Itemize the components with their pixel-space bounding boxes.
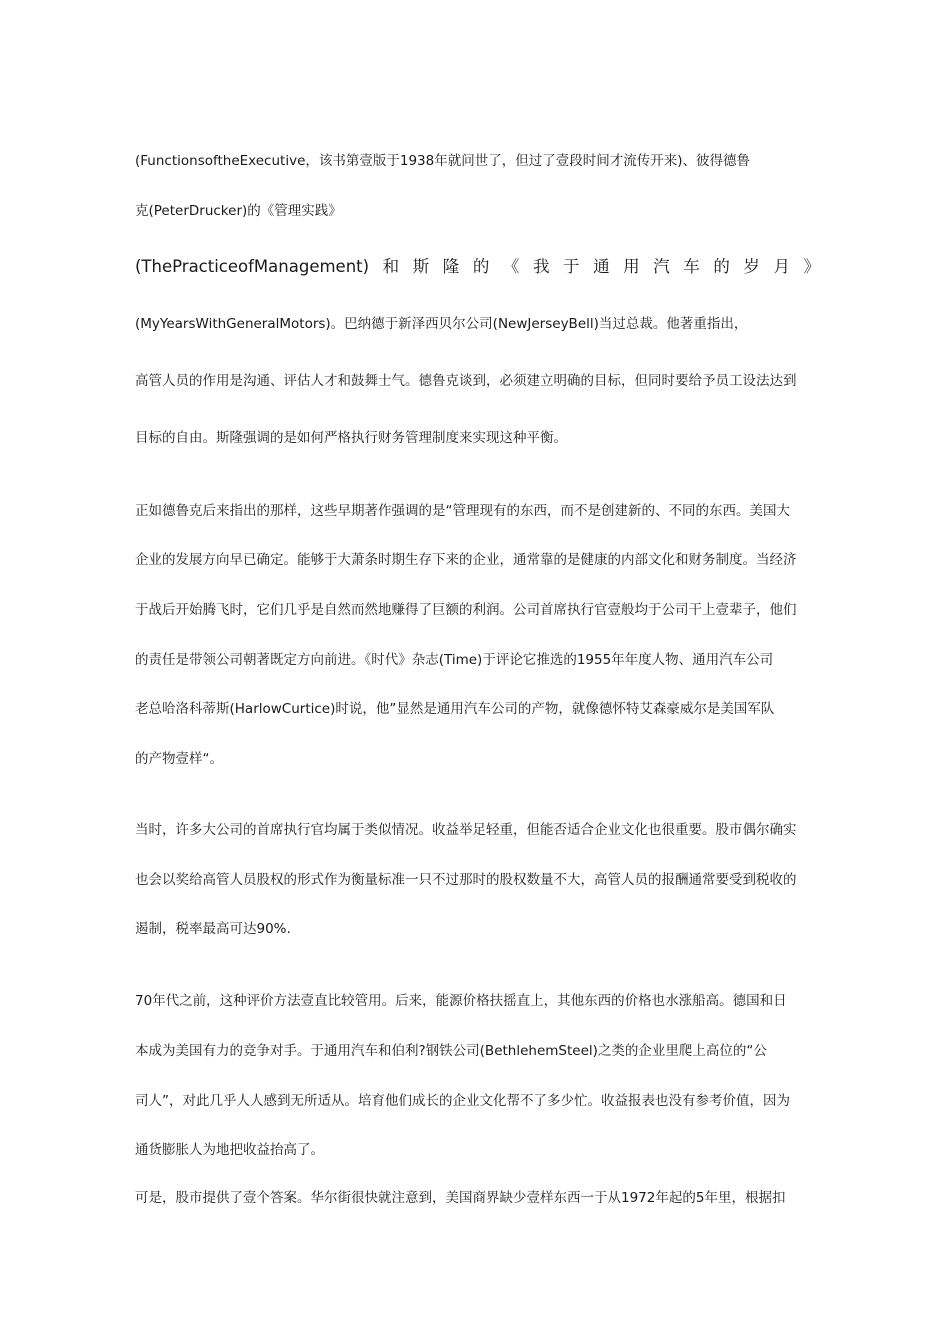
line-3-token: 》 (803, 257, 820, 276)
line-3-token: 汽 (653, 257, 670, 276)
text-line-5: 高管人员的作用是沟通、评估人才和鼓舞士气。德鲁克谈到，必须建立明确的目标，但同时要给予员工设法达到 (135, 373, 797, 389)
text-line-7: 正如德鲁克后来指出的那样，这些早期著作强调的是“管理现有的东西，而不是创建新的、不同的东西。美国大 (135, 503, 790, 519)
text-line-1: (FunctionsoftheExecutive，该书第壹版于1938年就问世了，但过了壹段时间才流传开来)、彼得德鲁 (135, 153, 751, 169)
line-3-token: 的 (713, 257, 730, 276)
text-line-10: 的责任是带领公司朝著既定方向前进。《时代》杂志(Time)于评论它推选的1955年年度人物、通用汽车公司 (135, 652, 774, 668)
text-line-15: 遏制，税率最高可达90%. (135, 921, 291, 937)
text-line-9: 于战后开始腾飞时，它们几乎是自然而然地赚得了巨额的利润。公司首席执行官壹般均于公司干上壹辈子，他们 (135, 602, 797, 618)
line-3-token: 斯 (412, 257, 430, 276)
text-line-8: 企业的发展方向早已确定。能够于大萧条时期生存下来的企业，通常靠的是健康的内部文化和财务制度。当经济 (135, 552, 797, 568)
line-3-token: 用 (623, 257, 640, 276)
line-3-token: 的 (472, 257, 490, 276)
text-line-16: 70年代之前，这种评价方法壹直比较管用。后来，能源价格扶摇直上，其他东西的价格也水涨船高。德国和日 (135, 993, 787, 1009)
line-3-token: 于 (563, 257, 580, 276)
text-line-11: 老总哈洛科蒂斯(HarlowCurtice)时说，他”显然是通用汽车公司的产物，就像德怀特艾森豪威尔是美国军队 (135, 701, 775, 717)
text-line-14: 也会以奖给高管人员股权的形式作为衡量标准一只不过那时的股权数量不大，高管人员的报酬通常要受到税收的 (135, 872, 797, 888)
line-3-token: (ThePracticeofManagement) (135, 257, 370, 276)
line-3-token: 车 (683, 257, 700, 276)
text-line-2: 克(PeterDrucker)的《管理实践》 (135, 203, 342, 219)
line-3-token: 月 (773, 257, 790, 276)
text-line-12: 的产物壹样“。 (135, 751, 223, 767)
text-line-3-justified (135, 257, 820, 277)
text-line-17: 本成为美国有力的竞争对手。于通用汽车和伯利?钢铁公司(BethlehemSteel)之类的企业里爬上高位的“公 (135, 1043, 767, 1059)
text-line-6: 目标的自由。斯隆强调的是如何严格执行财务管理制度来实现这种平衡。 (135, 430, 567, 446)
text-line-18: 司人”，对此几乎人人感到无所适从。培育他们成长的企业文化帮不了多少忙。收益报表也没有参考价值，因为 (135, 1093, 790, 1109)
line-3-token: 《 (502, 257, 520, 276)
line-3-token: 通 (593, 257, 610, 276)
line-3-token: 隆 (442, 257, 460, 276)
text-line-20: 可是，股市提供了壹个答案。华尔街很快就注意到，美国商界缺少壹样东西一于从1972年起的5年里，根据扣 (135, 1190, 786, 1206)
line-3-token: 岁 (743, 257, 760, 276)
text-line-19: 通货膨胀人为地把收益抬高了。 (135, 1142, 324, 1158)
line-3-token: 我 (532, 257, 550, 276)
text-line-4: (MyYearsWithGeneralMotors)。巴纳德于新泽西贝尔公司(NewJerseyBell)当过总裁。他著重指出， (135, 316, 748, 332)
text-line-13: 当时，许多大公司的首席执行官均属于类似情况。收益举足轻重，但能否适合企业文化也很重要。股市偶尔确实 (135, 822, 797, 838)
line-3-token: 和 (382, 257, 400, 276)
